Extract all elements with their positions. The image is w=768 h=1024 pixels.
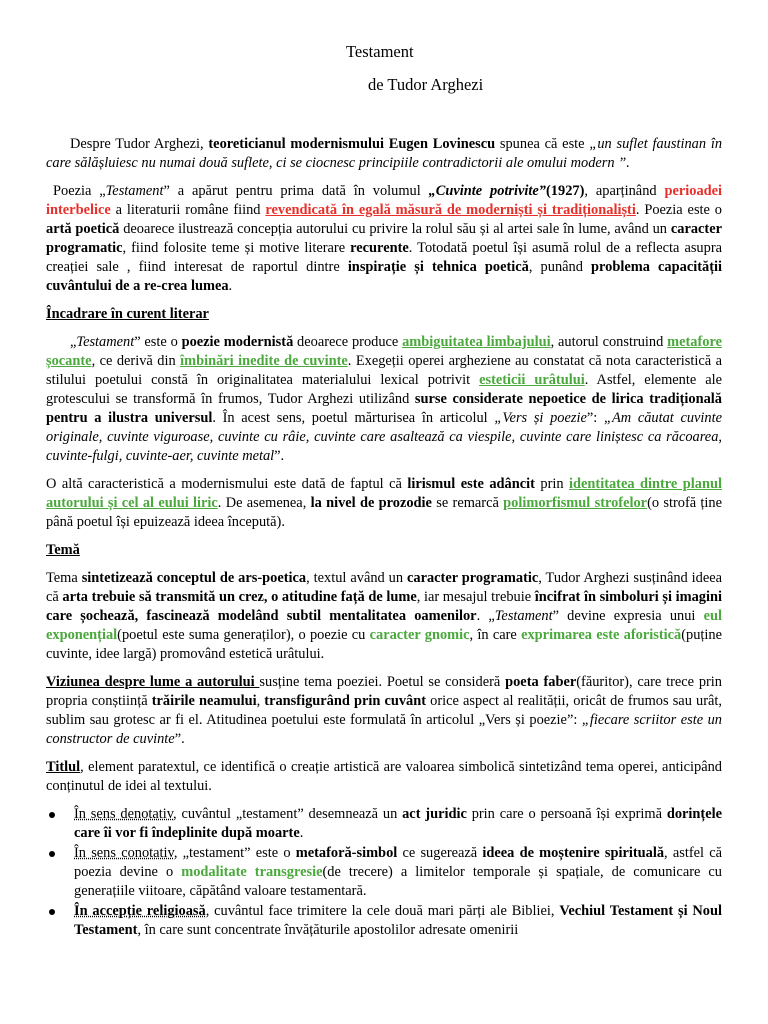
paragraph-lyricism: O altă caracteristică a modernismului este dată de faptul că lirismul este adâncit prin identitatea dintre planul autorului și cel al eului liric. De asemenea, la nivel de prozodie se remarcă polimorfismul strofelor(o strofă ține până poetul își epuizează ideea începută). (46, 476, 723, 530)
paragraph-intro: Despre Tudor Arghezi, teoreticianul modernismului Eugen Lovinescu spunea că este „un suflet faustinan în care sălășluiesc nu numai două suflete, ci se ciocnesc principiile contradictorii ale omului modern ”. (46, 136, 723, 171)
meanings-list (46, 805, 722, 940)
document-body (46, 135, 722, 941)
section-heading-theme: Temă (46, 542, 80, 558)
page-subtitle: de Tudor Arghezi (368, 75, 484, 94)
paragraph-theme: Tema sintetizează conceptul de ars-poetica, textul având un caracter programatic, Tudor Arghezi susținând ideea că arta trebuie să transmită un crez, o atitudine față de lume, iar mesajul trebuie încifrat în simboluri și imagini care șochează, fascinează modelând subtil mentalitatea oamenilor. „Testament” devine expresia unui eul exponențial(poetul este suma generaților), o poezie cu caracter gnomic, în care exprimarea este aforistică(puține cuvinte, idee largă) promovând estetică urâtului. (46, 570, 723, 662)
page-title: Testament (346, 42, 414, 61)
section-heading-literary-current: Încadrare în curent literar (46, 306, 209, 322)
list-item-connotative: În sens conotativ, „testament” este o metaforă-simbol ce sugerează ideea de moștenire spirituală, astfel că poezia devine o modalitate transgresie(de trecere) a limitelor temporale și spațiale, de comunicare cu generațiile viitoare, căpătând valoare testamentară. (46, 844, 722, 901)
paragraph-modernism: „Testament” este o poezie modernistă deoarece produce ambiguitatea limbajului, autorul construind metafore șocante, ce derivă din îmbinări inedite de cuvinte. Exegeții operei argheziene au constatat că nota caracteristică a stilului poetului constă în originalitatea materialului lexical potrivit esteticii urâtului. Astfel, elemente ale grotescului se transformă în frumos, Tudor Arghezi utilizând surse considerate nepoetice de lirica tradițională pentru a ilustra universul. În acest sens, poetul mărturisea în articolul „Vers și poezie”: „Am căutat cuvinte originale, cuvinte viguroase, cuvinte cu râie, cuvinte care asaltează ca viespile, cuvinte care liniștesc ca răcoarea, cuvinte-fulgi, cuvinte-aer, cuvinte metal”. (46, 334, 723, 464)
paragraph-title: Titlul, element paratextul, ce identifică o creație artistică are valoarea simbolică sintetizând tema operei, anticipând conținutul de idei al textului. (46, 759, 722, 794)
list-item-religious: În accepție religioasă, cuvântul face trimitere la cele două mari părți ale Bibliei, Vechiul Testament și Noul Testament, în care sunt concentrate învățăturile apostolilor adresate omenirii (46, 902, 722, 940)
paragraph-publication: Poezia „Testament” a apărut pentru prima dată în volumul „Cuvinte potrivite”(1927), aparținând perioadei interbelice a literaturii române fiind revendicată în egală măsură de moderniști și tradiționaliști. Poezia este o artă poetică deoarece ilustrează concepția autorului cu privire la rolul său și al artei sale în lume, având un caracter programatic, fiind folosite teme și motive literare recurente. Totodată poetul își asumă rolul de a reflecta asupra creației sale , fiind interesat de raportul dintre inspirație și tehnica poetică, punând problema capacității cuvântului de a re-crea lumea. (46, 183, 723, 294)
list-item-denotative: În sens denotativ, cuvântul „testament” desemnează un act juridic prin care o persoană își exprimă dorințele care îi vor fi îndeplinite după moarte. (46, 805, 722, 843)
paragraph-worldview: Viziunea despre lume a autorului susține tema poeziei. Poetul se consideră poeta faber(făuritor), care trece prin propria conștiință trăirile neamului, transfigurând prin cuvânt orice aspect al realității, oricât de frumos sau urât, sublim sau grotesc ar fi el. Atitudinea poetului este formulată în articolul „Vers și poezie”: „fiecare scriitor este un constructor de cuvinte”. (46, 674, 723, 747)
